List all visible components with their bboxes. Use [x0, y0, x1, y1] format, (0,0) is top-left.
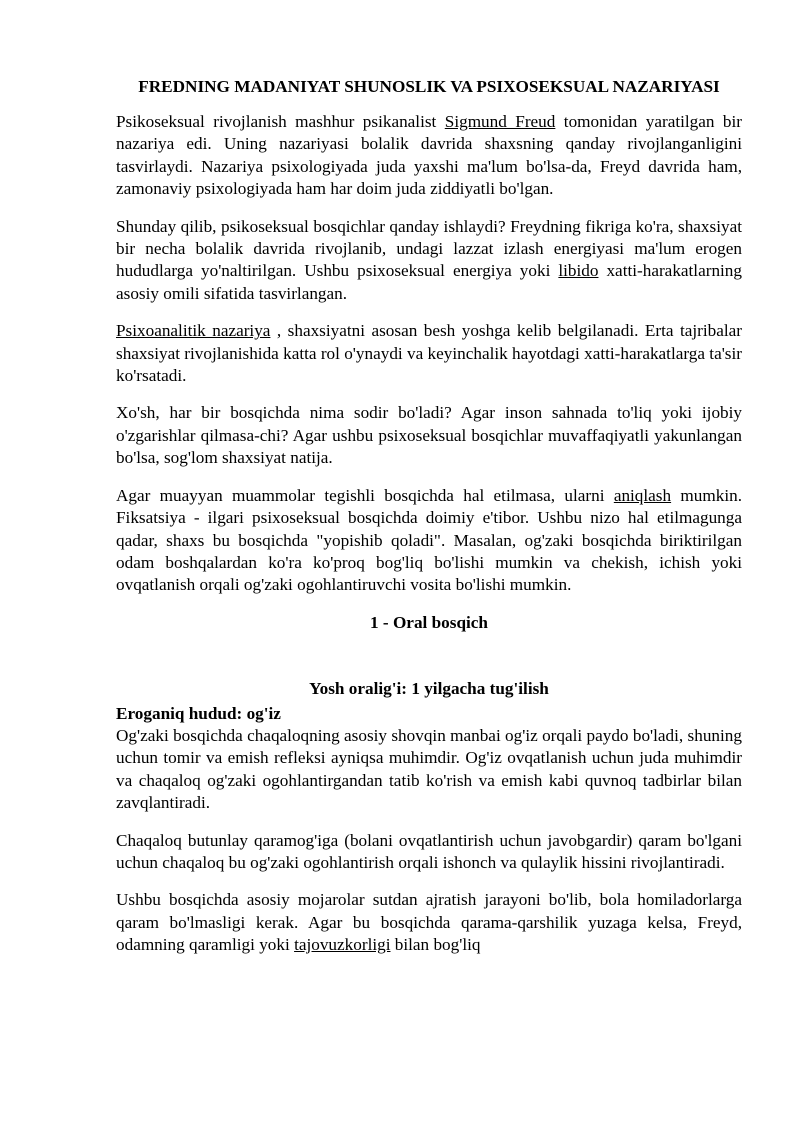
document-title: FREDNING MADANIYAT SHUNOSLIK VA PSIXOSEKSUAL NAZARIYASI	[138, 77, 720, 96]
paragraph-psychoanalytic: Psixoanalitik nazariya , shaxsiyatni asosan besh yoshga kelib belgilanadi. Erta tajribalar shaxsiyat rivojlanishida katta rol o'ynaydi va keyinchalik hayotdagi xatti-harakatlarga ta'sir ko'rsatadi.	[116, 321, 742, 386]
erogenous-zone-heading: Eroganiq hudud: og'iz	[116, 703, 281, 723]
paragraph-weaning: Ushbu bosqichda asosiy mojarolar sutdan ajratish jarayoni bo'lib, bola homiladorlarga qaram bo'lmasligi kerak. Agar bu bosqichda qarama-qarshilik yuzaga kelsa, Freyd, odamning qaramligi yoki tajovuzkorligi bilan bog'liq	[116, 890, 742, 955]
document-page	[116, 76, 742, 972]
link-libido[interactable]: libido	[558, 261, 599, 281]
link-aniqlash[interactable]: aniqlash	[613, 485, 672, 505]
paragraph-fixation: Agar muayyan muammolar tegishli bosqichda hal etilmasa, ularni aniqlash mumkin. Fiksatsiya - ilgari psixoseksual bosqichda doimiy e'tibor. Ushbu nizo hal etilmagunga qadar, shaxs bu bosqichda "yopishib qoladi". Masalan, og'zaki bosqichda biriktirilgan odam boshqalardan ko'ra ko'proq bog'liq bo'lishi mumkin va chekish, ichish yoki ovqatlanish orqali og'zaki ogohlantiruvchi vosita bo'lishi mumkin.	[116, 485, 742, 595]
link-tajovuzkorligi[interactable]: tajovuzkorligi	[294, 935, 391, 955]
paragraph-trust: Chaqaloq butunlay qaramog'iga (bolani ovqatlantirish uchun javobgardir) qaram bo'lgani uchun chaqaloq bu og'zaki ogohlantirish orqali ishonch va qulaylik hissini rivojlantiradi.	[116, 830, 742, 872]
paragraph-oral-stage: Og'zaki bosqichda chaqaloqning asosiy shovqin manbai og'iz orqali paydo bo'ladi, shuning uchun tomir va emish refleksi ayniqsa muhimdir. Og'iz ovqatlanish uchun juda muhimdir va chaqaloq og'zaki ogohlantirgandan tatib ko'rish va emish kabi quvnoq tadbirlar bilan zavqlantiradi.	[116, 725, 742, 813]
paragraph-questions: Xo'sh, har bir bosqichda nima sodir bo'ladi? Agar inson sahnada to'liq yoki ijobiy o'zgarishlar qilmasa-chi? Agar ushbu psixoseksual bosqichlar muvaffaqiyatli yakunlangan bo'lsa, sog'lom shaxsiyat natija.	[116, 403, 742, 468]
age-range-heading: Yosh oralig'i: 1 yilgacha tug'ilish	[309, 679, 549, 699]
link-sigmund-freud[interactable]: Sigmund Freud	[444, 112, 556, 131]
paragraph-intro: Psikoseksual rivojlanish mashhur psikanalist Sigmund Freud tomonidan yaratilgan bir nazariya edi. Uning nazariyasi bolalik davrida shaxsning qanday rivojlanganligini tasvirlaydi. Nazariya psixologiyada juda yaxshi ma'lum bo'lsa-da, Freyd davrida ham, zamonaviy psixologiyada ham har doim juda ziddiyatli bo'lgan.	[116, 112, 742, 199]
paragraph-stages: Shunday qilib, psikoseksual bosqichlar qanday ishlaydi? Freydning fikriga ko'ra, shaxsiyat bir necha bolalik davrida rivojlanib, undagi lazzat izlash energiyasi ma'lum erogen hududlarga yo'naltirilgan. Ushbu psixoseksual energiya yoki libido xatti-harakatlarning asosiy omili sifatida tasvirlangan.	[116, 216, 742, 303]
link-psixoanalitik-nazariya[interactable]: Psixoanalitik nazariya	[116, 321, 271, 341]
stage-heading: 1 - Oral bosqich	[370, 612, 488, 632]
